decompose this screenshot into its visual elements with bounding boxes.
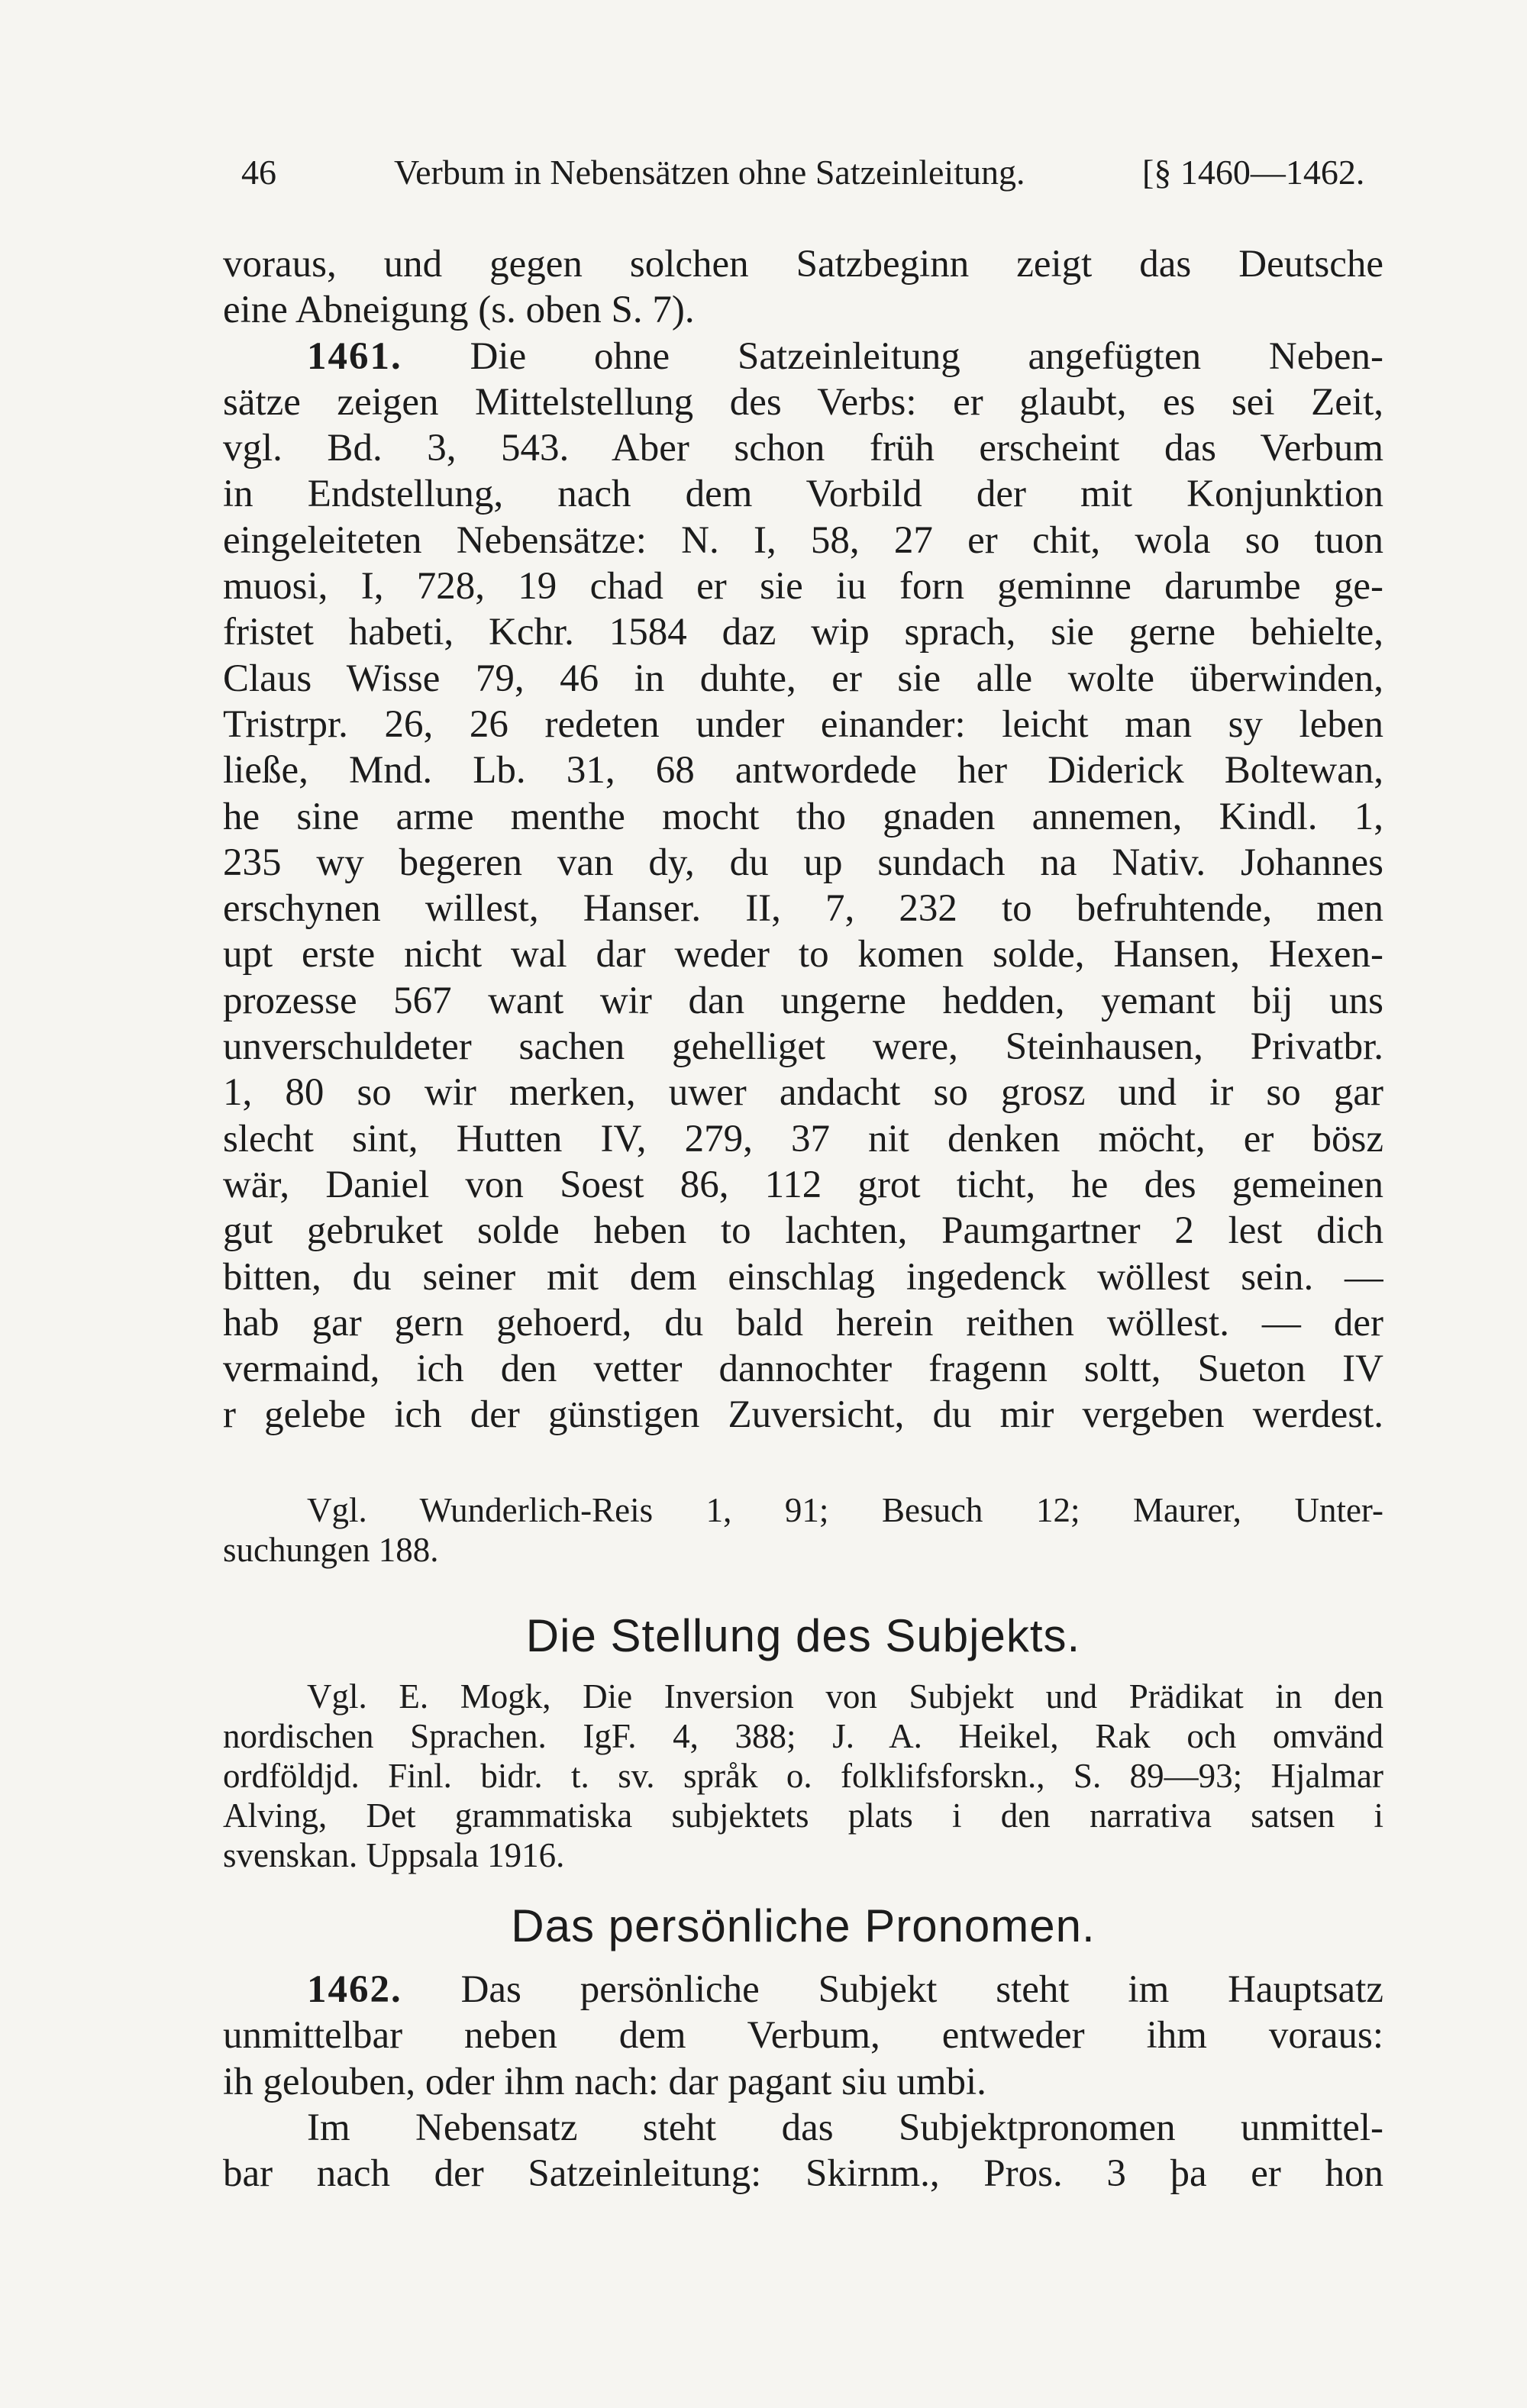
paragraph-number: 1462.: [307, 1968, 402, 2011]
text-line: slecht sint, Hutten IV, 279, 37 nit denken möcht, er bösz: [223, 1117, 1383, 1160]
text-line: gut gebruket solde heben to lachten, Paumgartner 2 lest dich: [223, 1209, 1383, 1253]
text-line: wär, Daniel von Soest 86, 112 grot ticht, he des gemeinen: [223, 1163, 1383, 1206]
reference-line: svenskan. Uppsala 1916.: [223, 1836, 565, 1874]
page-number: 46: [241, 153, 276, 192]
running-title: Verbum in Nebensätzen ohne Satzeinleitung.: [394, 153, 1025, 192]
paragraph-1461-opening: [223, 334, 1383, 379]
reference-line: nordischen Sprachen. IgF. 4, 388; J. A. Heikel, Rak och omvänd: [223, 1717, 1383, 1755]
text-line: voraus, und gegen solchen Satzbeginn zeigt das Deutsche: [223, 243, 1383, 286]
text-line: ih gelouben, oder ihm nach: dar pagant siu umbi.: [223, 2060, 986, 2103]
text-line: in Endstellung, nach dem Vorbild der mit Konjunktion: [223, 473, 1383, 516]
text-line: hab gar gern gehoerd, du bald herein reithen wöllest. — der: [223, 1301, 1383, 1344]
text-line: muosi, I, 728, 19 chad er sie iu forn geminne darumbe ge-: [223, 565, 1383, 608]
section-1461-text: [223, 241, 1383, 1438]
paragraph-number: 1461.: [307, 334, 402, 378]
text-line: r gelebe ich der günstigen Zuversicht, du mir vergeben werdest.: [223, 1393, 1383, 1437]
text-line: vermaind, ich den vetter dannochter fragenn soltt, Sueton IV: [223, 1348, 1383, 1391]
text-line: upt erste nicht wal dar weder to komen solde, Hansen, Hexen-: [223, 933, 1383, 976]
reference-note-1: [223, 1490, 1383, 1570]
text-line: ließe, Mnd. Lb. 31, 68 antwordede her Diderick Boltewan,: [223, 749, 1383, 792]
text-line: Tristrpr. 26, 26 redeten under einander: leicht man sy leben: [223, 702, 1383, 746]
text-line: 235 wy begeren van dy, du up sundach na Nativ. Johannes: [223, 841, 1383, 884]
text-line: Claus Wisse 79, 46 in duhte, er sie alle wolte überwinden,: [223, 657, 1383, 700]
reference-line: Vgl. E. Mogk, Die Inversion von Subjekt und Prädikat in den: [307, 1677, 1383, 1716]
text-line: prozesse 567 want wir dan ungerne hedden, yemant bij uns: [223, 979, 1383, 1022]
section-range: [§ 1460—1462.: [1142, 153, 1365, 192]
section-1462-text: [223, 1967, 1383, 2197]
text-line: Im Nebensatz steht das Subjektpronomen unmittel-: [307, 2106, 1383, 2149]
text-line: Das persönliche Subjekt steht im Hauptsatz: [460, 1968, 1383, 2011]
text-line: bitten, du seiner mit dem einschlag ingedenck wöllest sein. —: [223, 1255, 1383, 1299]
section-heading-subject-position: Die Stellung des Subjekts.: [525, 1610, 1081, 1661]
text-line: 1, 80 so wir merken, uwer andacht so grosz und ir so gar: [223, 1071, 1383, 1115]
text-line: eingeleiteten Nebensätze: N. I, 58, 27 er chit, wola so tuon: [223, 518, 1383, 562]
text-line: Die ohne Satzeinleitung angefügten Neben-: [470, 334, 1383, 378]
reference-line: Alving, Det grammatiska subjektets plats i den narrativa satsen i: [223, 1796, 1383, 1835]
text-line: erschynen willest, Hanser. II, 7, 232 to befruhtende, men: [223, 887, 1383, 931]
text-line: he sine arme menthe mocht tho gnaden annemen, Kindl. 1,: [223, 795, 1383, 838]
text-line: eine Abneigung (s. oben S. 7).: [223, 289, 695, 332]
text-line: bar nach der Satzeinleitung: Skirnm., Pros. 3 þa er hon: [223, 2152, 1383, 2196]
text-line: fristet habeti, Kchr. 1584 daz wip sprach, sie gerne behielte,: [223, 611, 1383, 654]
reference-line: suchungen 188.: [223, 1531, 439, 1569]
text-line: vgl. Bd. 3, 543. Aber schon früh erscheint das Verbum: [223, 427, 1383, 470]
paragraph-1462-opening: [223, 1967, 1383, 2013]
text-line: sätze zeigen Mittelstellung des Verbs: er glaubt, es sei Zeit,: [223, 380, 1383, 424]
text-line: unverschuldeter sachen gehelliget were, Steinhausen, Privatbr.: [223, 1025, 1383, 1069]
reference-note-2: [223, 1677, 1383, 1875]
reference-line: Vgl. Wunderlich-Reis 1, 91; Besuch 12; Maurer, Unter-: [307, 1491, 1383, 1529]
reference-line: ordföldjd. Finl. bidr. t. sv. språk o. folklifsforskn., S. 89—93; Hjalmar: [223, 1757, 1383, 1795]
text-line: unmittelbar neben dem Verbum, entweder ihm voraus:: [223, 2014, 1383, 2058]
section-heading-personal-pronoun: Das persönliche Pronomen.: [511, 1900, 1096, 1951]
